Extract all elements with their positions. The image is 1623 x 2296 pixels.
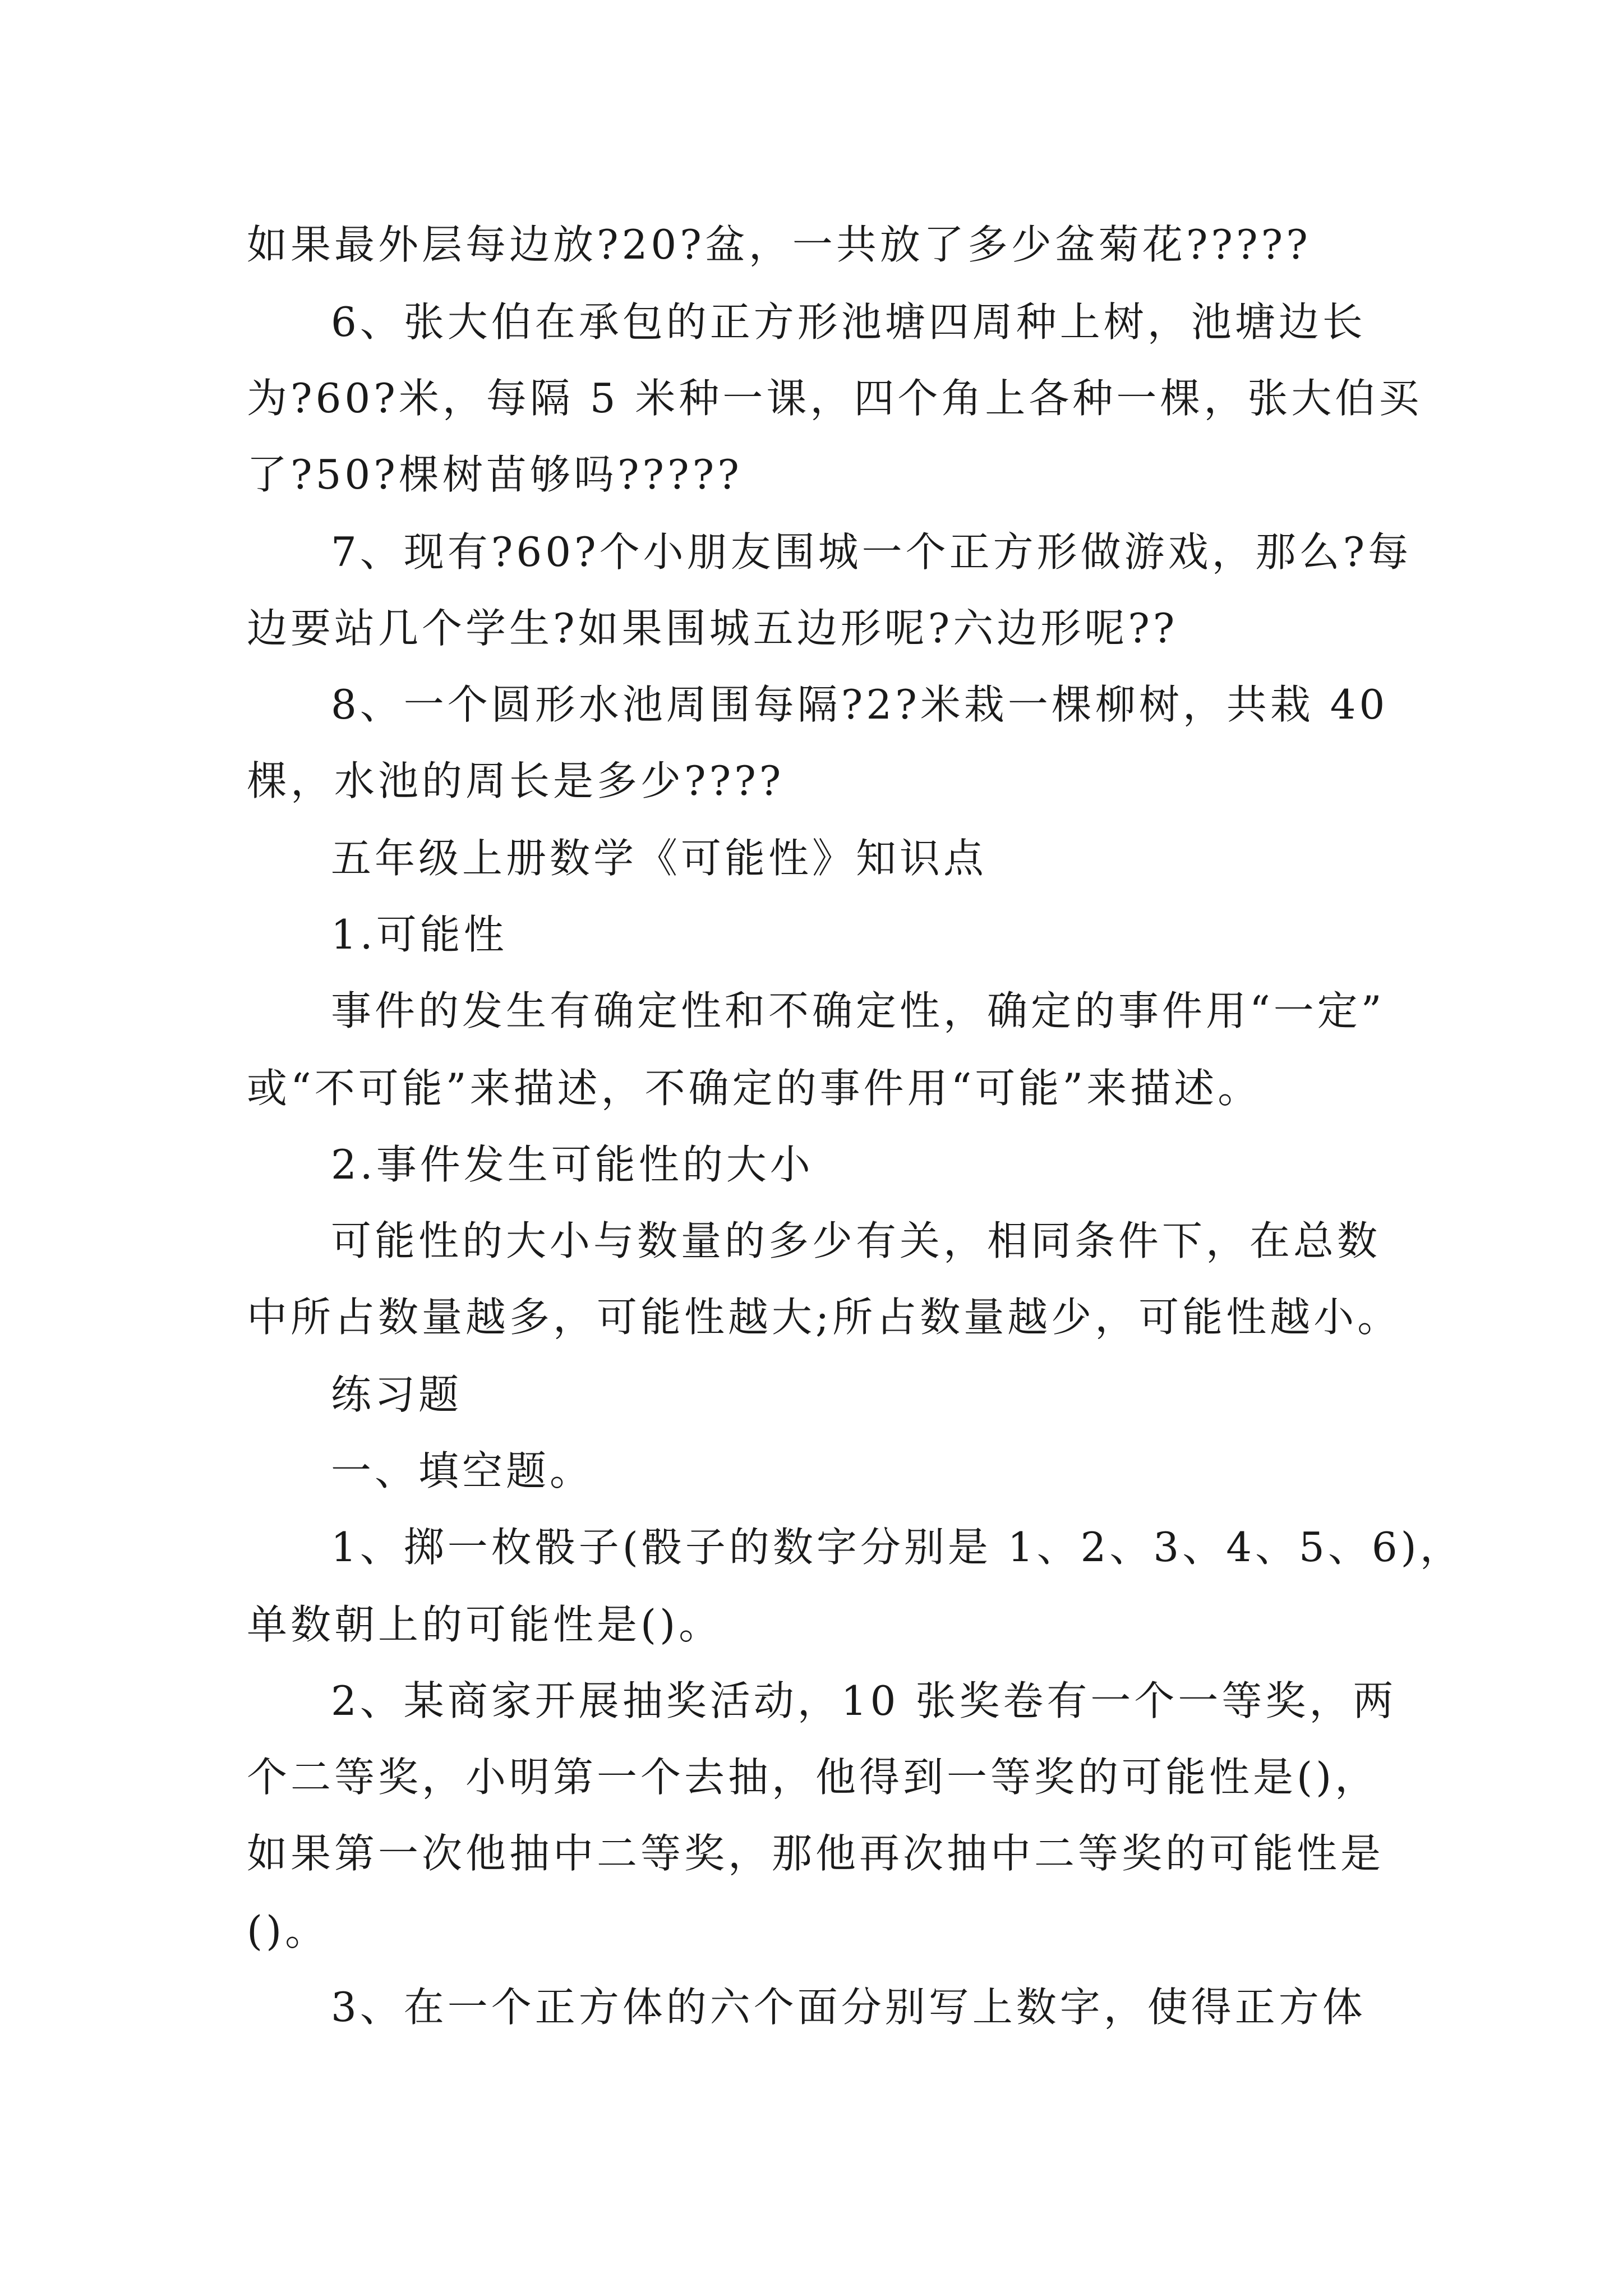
- text-line: 2、某商家开展抽奖活动，10 张奖卷有一个一等奖，两: [331, 1677, 1397, 1724]
- text-line: 可能性的大小与数量的多少有关，相同条件下，在总数: [331, 1217, 1381, 1264]
- text-line: 个二等奖，小明第一个去抽，他得到一等奖的可能性是()，: [247, 1754, 1379, 1801]
- text-line: 8、一个圆形水池周围每隔?2?米栽一棵柳树，共栽 40: [331, 681, 1389, 728]
- text-line: 了?50?棵树苗够吗?????: [247, 451, 743, 498]
- text-line: ()。: [247, 1907, 329, 1954]
- text-line: 6、张大伯在承包的正方形池塘四周种上树，池塘边长: [331, 298, 1366, 346]
- text-line: 棵，水池的周长是多少????: [247, 757, 785, 804]
- text-line: 如果第一次他抽中二等奖，那他再次抽中二等奖的可能性是: [247, 1830, 1385, 1877]
- text-line: 边要站几个学生?如果围城五边形呢?六边形呢??: [247, 605, 1178, 652]
- text-line: 或“不可能”来描述，不确定的事件用“可能”来描述。: [247, 1065, 1262, 1112]
- subheading: 一、填空题。: [331, 1447, 594, 1494]
- text-line: 如果最外层每边放?20?盆，一共放了多少盆菊花?????: [247, 221, 1311, 268]
- section-heading: 五年级上册数学《可能性》知识点: [331, 835, 988, 882]
- text-line: 7、现有?60?个小朋友围城一个正方形做游戏，那么?每: [331, 528, 1412, 576]
- text-line: 中所占数量越多，可能性越大;所占数量越少，可能性越小。: [247, 1294, 1401, 1341]
- subheading: 练习题: [331, 1371, 463, 1418]
- text-line: 1、掷一枚骰子(骰子的数字分别是 1、2、3、4、5、6)，: [331, 1524, 1464, 1571]
- subheading: 1.可能性: [331, 911, 508, 958]
- text-line: 为?60?米，每隔 5 米种一课，四个角上各种一棵，张大伯买: [247, 375, 1423, 422]
- text-line: 3、在一个正方体的六个面分别写上数字，使得正方体: [331, 1984, 1366, 2031]
- subheading: 2.事件发生可能性的大小: [331, 1141, 814, 1188]
- text-line: 事件的发生有确定性和不确定性，确定的事件用“一定”: [331, 987, 1385, 1034]
- text-line: 单数朝上的可能性是()。: [247, 1601, 723, 1648]
